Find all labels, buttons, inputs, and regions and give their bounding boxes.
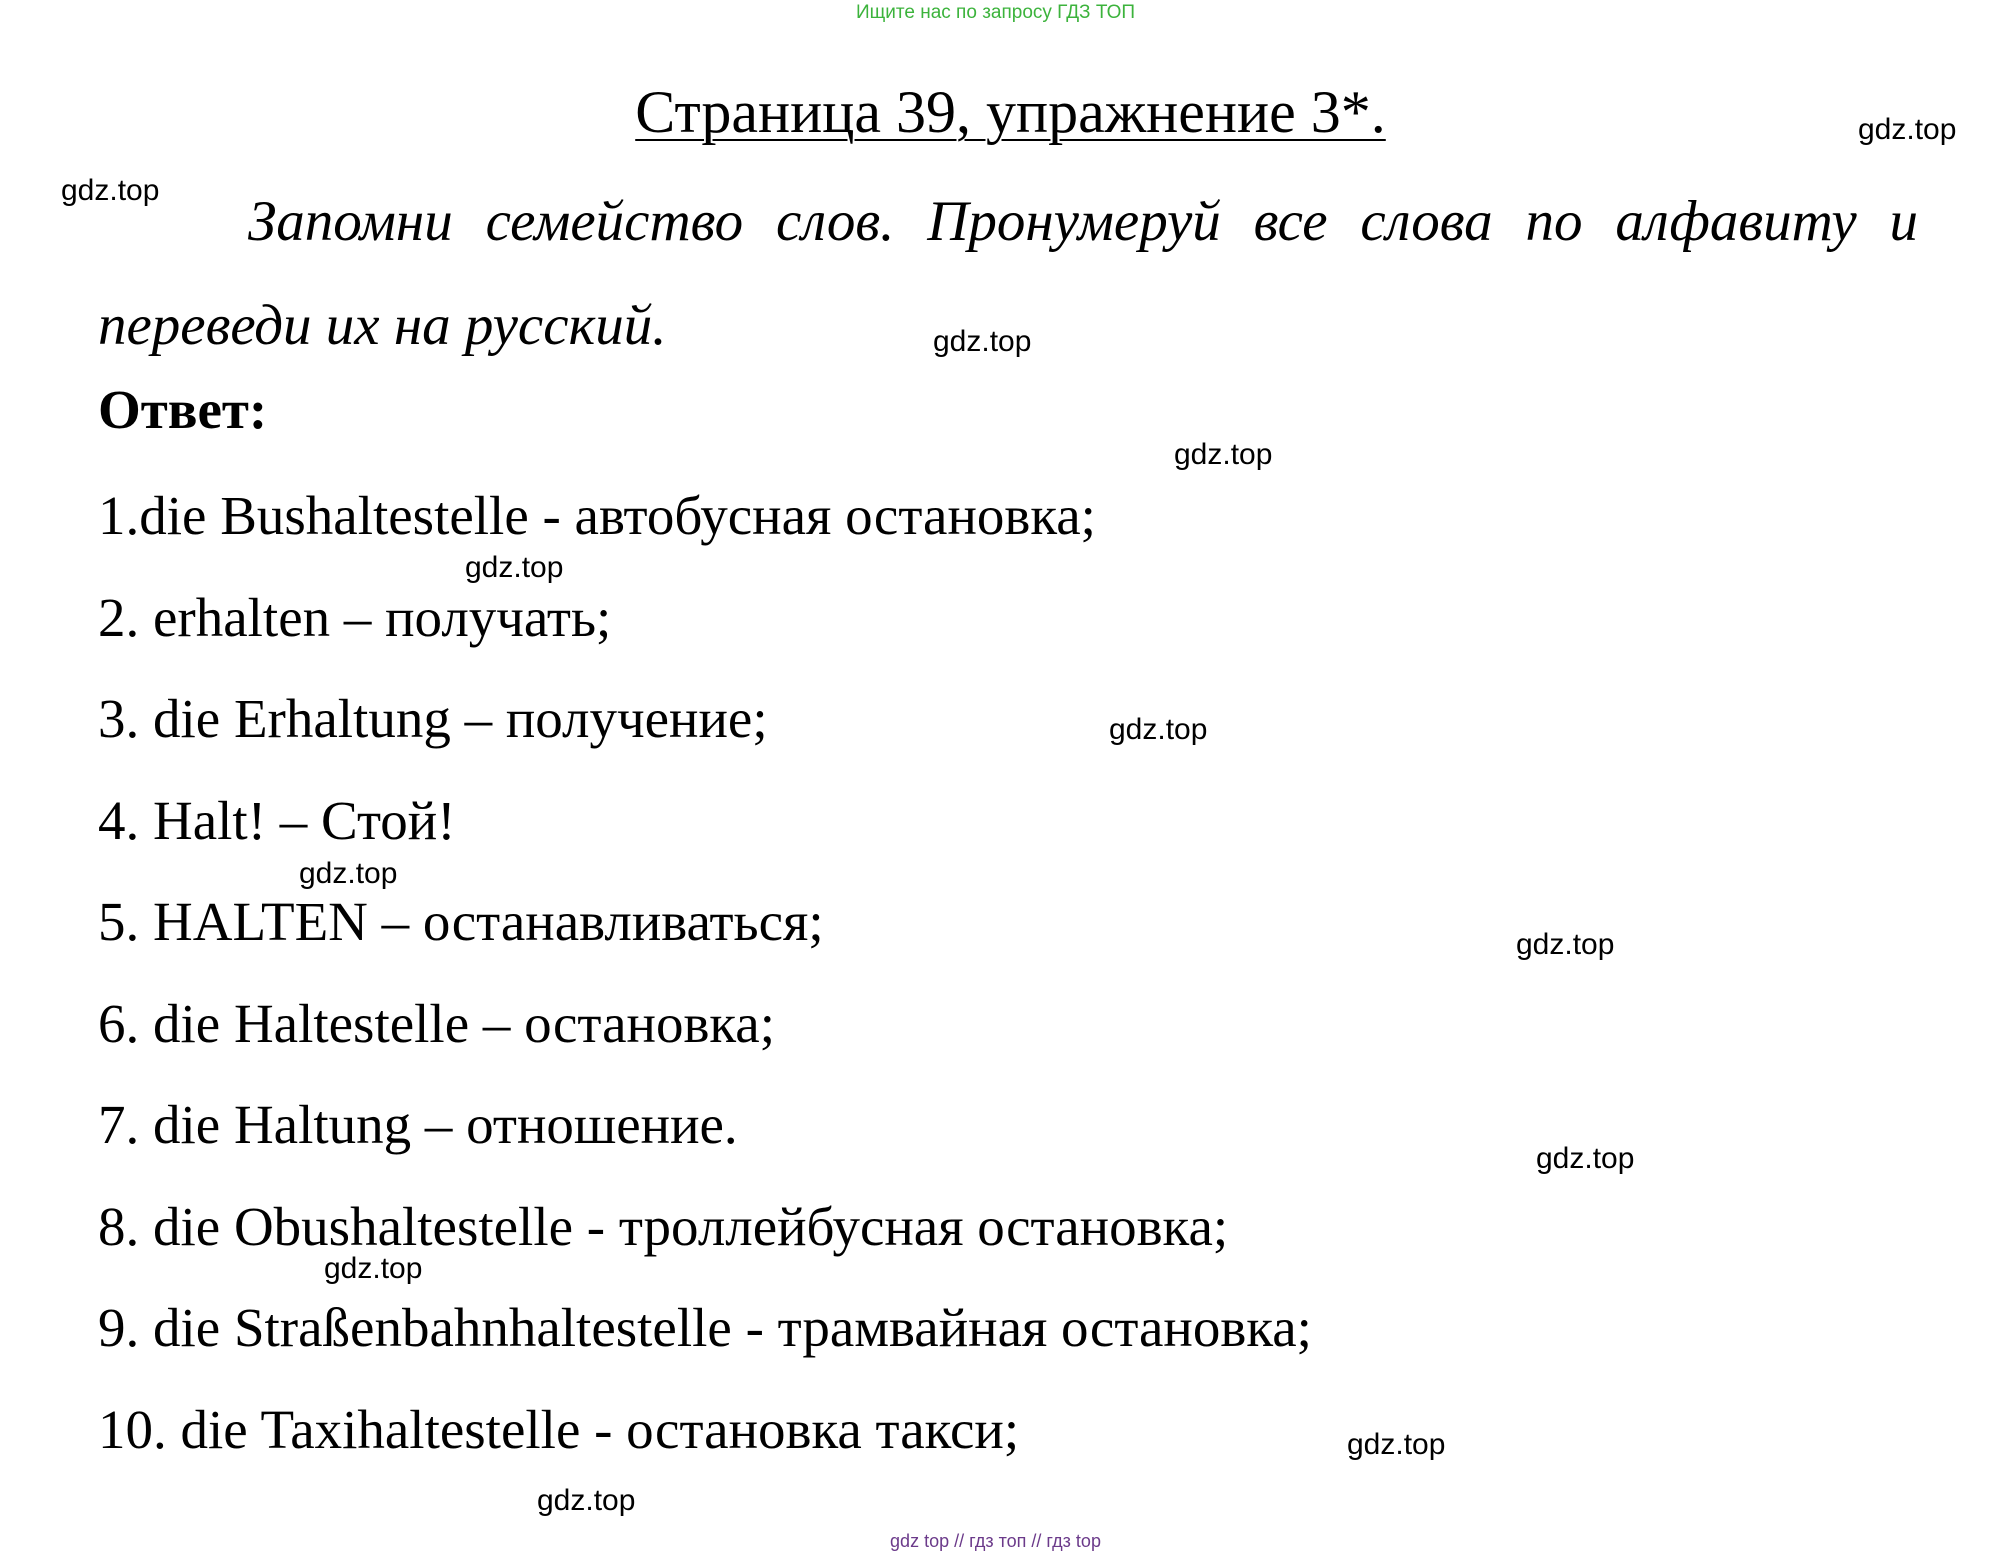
answer-item: 6. die Haltestelle – остановка; (98, 992, 775, 1054)
answer-item: 5. HALTEN – останавливаться; (98, 891, 824, 952)
watermark: gdz.top (61, 174, 160, 207)
watermark: gdz.top (1109, 713, 1208, 746)
top-banner: Ищите нас по запросу ГДЗ ТОП (855, 2, 1136, 23)
answer-item: 8. die Obushaltestelle - троллейбусная остановка; (98, 1195, 1229, 1257)
answer-item: 3. die Erhaltung – получение; (98, 688, 768, 749)
page-title: Страница 39, упражнение 3*. (635, 79, 1386, 145)
watermark: gdz.top (933, 325, 1032, 358)
watermark: gdz.top (1174, 438, 1273, 471)
watermark: gdz.top (1536, 1142, 1635, 1175)
answer-item: 2. erhalten – получать; (98, 586, 612, 648)
answer-item: 4. Halt! – Стой! (98, 789, 456, 851)
watermark: gdz.top (299, 857, 398, 890)
watermark: gdz.top (324, 1252, 423, 1285)
watermark: gdz.top (1516, 928, 1615, 961)
answer-heading: Ответ: (98, 379, 268, 440)
answer-item: 1.die Bushaltestelle - автобусная остановка; (98, 485, 1096, 546)
watermark: gdz.top (1858, 113, 1957, 146)
watermark: gdz.top (537, 1484, 636, 1517)
task-text: Запомни семейство слов. Пронумеруй все слова по алфавиту и переведи их на русский. (98, 190, 1918, 357)
answer-item: 10. die Taxihaltestelle - остановка такси; (98, 1398, 1020, 1460)
answer-item: 7. die Haltung – отношение. (98, 1094, 738, 1155)
answer-item: 9. die Straßenbahnhaltestelle - трамвайная остановка; (98, 1297, 1312, 1358)
bottom-banner: gdz top // гдз топ // гдз top (890, 1531, 1101, 1551)
watermark: gdz.top (1347, 1428, 1446, 1461)
watermark: gdz.top (465, 551, 564, 584)
answer-list (98, 478, 1312, 1493)
